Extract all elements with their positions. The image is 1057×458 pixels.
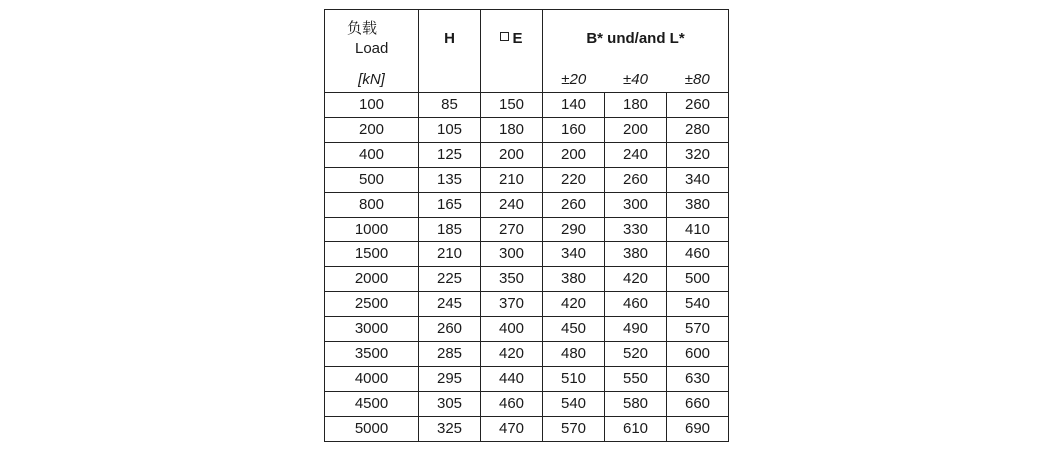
cell-h: 260 (419, 317, 481, 342)
cell-e: 240 (481, 192, 543, 217)
cell-e: 400 (481, 317, 543, 342)
table-body (325, 93, 729, 442)
cell-e: 270 (481, 217, 543, 242)
cell-load: 3000 (325, 317, 419, 342)
cell-h: 125 (419, 142, 481, 167)
cell-b80: 570 (667, 317, 729, 342)
table-row (325, 342, 729, 367)
table-row (325, 93, 729, 118)
cell-load: 2500 (325, 292, 419, 317)
cell-load: 4500 (325, 391, 419, 416)
load-dimension-table (324, 9, 729, 442)
cell-load: 1500 (325, 242, 419, 267)
cell-h: 210 (419, 242, 481, 267)
table-row (325, 142, 729, 167)
cell-b20: 290 (543, 217, 605, 242)
cell-b40: 330 (605, 217, 667, 242)
cell-b40: 610 (605, 416, 667, 441)
cell-h: 185 (419, 217, 481, 242)
e-header (481, 10, 543, 68)
table-row (325, 217, 729, 242)
cell-h: 85 (419, 93, 481, 118)
cell-b20: 200 (543, 142, 605, 167)
cell-b20: 220 (543, 167, 605, 192)
cell-b40: 380 (605, 242, 667, 267)
cell-h: 295 (419, 366, 481, 391)
cell-load: 800 (325, 192, 419, 217)
cell-e: 300 (481, 242, 543, 267)
load-unit: [kN] (325, 67, 419, 93)
tolerance-40: ±40 (605, 67, 667, 93)
square-icon (500, 32, 509, 41)
cell-load: 1000 (325, 217, 419, 242)
table-row (325, 366, 729, 391)
cell-e: 440 (481, 366, 543, 391)
cell-b80: 660 (667, 391, 729, 416)
cell-b40: 580 (605, 391, 667, 416)
cell-h: 225 (419, 267, 481, 292)
cell-e: 350 (481, 267, 543, 292)
cell-h: 135 (419, 167, 481, 192)
table-row (325, 167, 729, 192)
cell-e: 210 (481, 167, 543, 192)
h-header (419, 10, 481, 68)
load-header-en: Load (355, 40, 389, 57)
cell-b20: 160 (543, 117, 605, 142)
cell-b40: 200 (605, 117, 667, 142)
cell-b20: 480 (543, 342, 605, 367)
cell-b80: 540 (667, 292, 729, 317)
cell-load: 100 (325, 93, 419, 118)
cell-b40: 300 (605, 192, 667, 217)
cell-b20: 450 (543, 317, 605, 342)
cell-b20: 140 (543, 93, 605, 118)
cell-b20: 340 (543, 242, 605, 267)
table-row (325, 242, 729, 267)
e-subheader-empty (481, 67, 543, 93)
cell-b40: 550 (605, 366, 667, 391)
cell-e: 470 (481, 416, 543, 441)
cell-load: 500 (325, 167, 419, 192)
load-header-cn: 负载 (347, 20, 378, 37)
cell-b40: 420 (605, 267, 667, 292)
cell-b40: 520 (605, 342, 667, 367)
cell-b80: 340 (667, 167, 729, 192)
cell-h: 165 (419, 192, 481, 217)
b-l-header (543, 10, 729, 68)
subheader-row (325, 67, 729, 93)
table-row (325, 192, 729, 217)
cell-h: 285 (419, 342, 481, 367)
cell-b80: 630 (667, 366, 729, 391)
cell-load: 200 (325, 117, 419, 142)
cell-e: 420 (481, 342, 543, 367)
cell-b40: 180 (605, 93, 667, 118)
cell-b20: 380 (543, 267, 605, 292)
cell-load: 2000 (325, 267, 419, 292)
load-header-cell (325, 10, 419, 68)
cell-e: 180 (481, 117, 543, 142)
cell-h: 325 (419, 416, 481, 441)
table-row (325, 317, 729, 342)
table-row (325, 416, 729, 441)
cell-load: 5000 (325, 416, 419, 441)
cell-b20: 570 (543, 416, 605, 441)
cell-b40: 490 (605, 317, 667, 342)
cell-load: 400 (325, 142, 419, 167)
cell-h: 305 (419, 391, 481, 416)
cell-b40: 460 (605, 292, 667, 317)
cell-e: 200 (481, 142, 543, 167)
cell-b80: 410 (667, 217, 729, 242)
cell-h: 245 (419, 292, 481, 317)
table-row (325, 391, 729, 416)
cell-b80: 460 (667, 242, 729, 267)
cell-load: 3500 (325, 342, 419, 367)
cell-b40: 240 (605, 142, 667, 167)
cell-b20: 540 (543, 391, 605, 416)
cell-b40: 260 (605, 167, 667, 192)
h-subheader-empty (419, 67, 481, 93)
b-l-header-label: B* und/and L* (586, 29, 685, 47)
e-header-label: E (512, 29, 523, 47)
cell-b20: 420 (543, 292, 605, 317)
cell-b20: 510 (543, 366, 605, 391)
cell-load: 4000 (325, 366, 419, 391)
cell-e: 150 (481, 93, 543, 118)
cell-b80: 690 (667, 416, 729, 441)
cell-b80: 280 (667, 117, 729, 142)
cell-b80: 380 (667, 192, 729, 217)
tolerance-80: ±80 (667, 67, 729, 93)
table-row (325, 292, 729, 317)
cell-b80: 500 (667, 267, 729, 292)
cell-h: 105 (419, 117, 481, 142)
cell-e: 460 (481, 391, 543, 416)
cell-b80: 260 (667, 93, 729, 118)
cell-b20: 260 (543, 192, 605, 217)
header-row (325, 10, 729, 68)
cell-b80: 320 (667, 142, 729, 167)
tolerance-20: ±20 (543, 67, 605, 93)
h-header-label: H (444, 29, 455, 47)
cell-e: 370 (481, 292, 543, 317)
table-row (325, 267, 729, 292)
cell-b80: 600 (667, 342, 729, 367)
table-row (325, 117, 729, 142)
